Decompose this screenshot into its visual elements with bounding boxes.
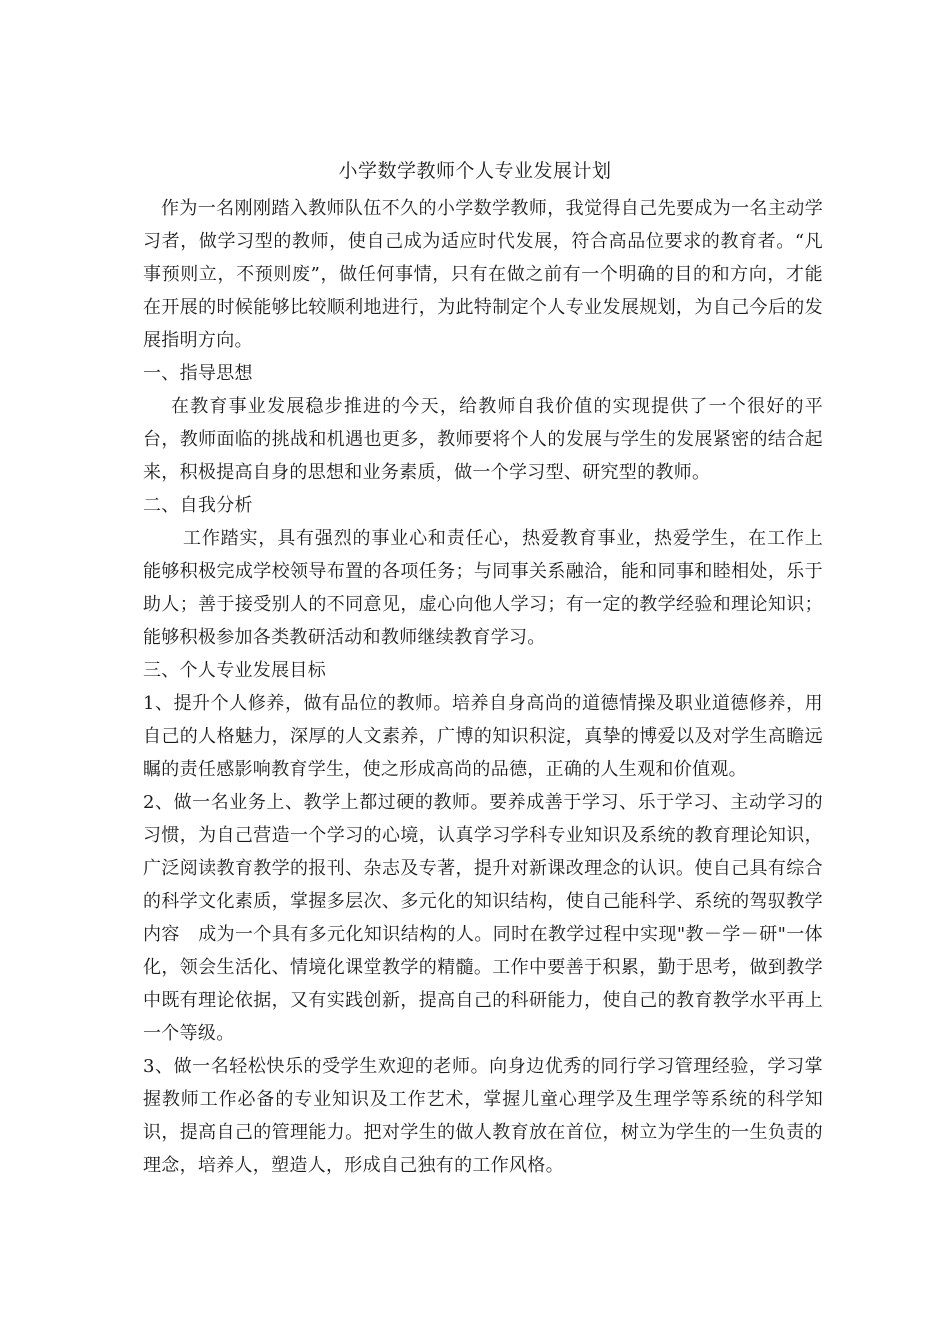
- self-analysis-paragraph: 工作踏实，具有强烈的事业心和责任心，热爱教育事业，热爱学生，在工作上能够积极完成学校领导布置的各项任务；与同事关系融洽，能和同事和睦相处，乐于助人；善于接受别人的不同意见，虚心向他人学习；有一定的教学经验和理论知识；能够积极参加各类教研活动和教师继续教育学习。: [143, 528, 823, 648]
- section-heading-self-analysis: 二、自我分析: [143, 495, 253, 516]
- goal-paragraph-3: 3、做一名轻松快乐的受学生欢迎的老师。向身边优秀的同行学习管理经验，学习掌握教师工作必备的专业知识及工作艺术，掌握儿童心理学及生理学等系统的科学知识，提高自己的管理能力。把对学生的做人教育放在首位，树立为学生的一生负责的理念，培养人，塑造人，形成自己独有的工作风格。: [143, 1056, 823, 1176]
- goal-paragraph-1: 1、提升个人修养，做有品位的教师。培养自身高尚的道德情操及职业道德修养，用自己的人格魅力，深厚的人文素养，广博的知识积淀，真挚的博爱以及对学生高瞻远瞩的责任感影响教育学生，使之形成高尚的品德，正确的人生观和价值观。: [143, 693, 823, 780]
- goal-paragraph-2: 2、做一名业务上、教学上都过硬的教师。要养成善于学习、乐于学习、主动学习的习惯，为自己营造一个学习的心境，认真学习学科专业知识及系统的教育理论知识，广泛阅读教育教学的报刊、杂志及专著，提升对新课改理念的认识。使自己具有综合的科学文化素质，掌握多层次、多元化的知识结构，使自己能科学、系统的驾驭教学内容 成为一个具有多元化知识结构的人。同时在教学过程中实现"教－学－研"一体化，领会生活化、情境化课堂教学的精髓。工作中要善于积累，勤于思考，做到教学中既有理论依据，又有实践创新，提高自己的科研能力，使自己的教育教学水平再上一个等级。: [143, 792, 823, 1044]
- intro-paragraph: 作为一名刚刚踏入教师队伍不久的小学数学教师，我觉得自己先要成为一名主动学习者，做学习型的教师，使自己成为适应时代发展，符合高品位要求的教育者。“凡事预则立，不预则废”，做任何事情，只有在做之前有一个明确的目的和方向，才能在开展的时候能够比较顺利地进行，为此特制定个人专业发展规划，为自己今后的发展指明方向。: [143, 198, 823, 351]
- document-body: [143, 192, 823, 1182]
- section-heading-development-goals: 三、个人专业发展目标: [143, 660, 326, 681]
- guiding-thought-paragraph: 在教育事业发展稳步推进的今天，给教师自我价值的实现提供了一个很好的平台，教师面临的挑战和机遇也更多，教师要将个人的发展与学生的发展紧密的结合起来，积极提高自身的思想和业务素质，做一个学习型、研究型的教师。: [143, 396, 823, 483]
- document-title: 小学数学教师个人专业发展计划: [338, 160, 612, 182]
- section-heading-guiding-thought: 一、指导思想: [143, 363, 253, 384]
